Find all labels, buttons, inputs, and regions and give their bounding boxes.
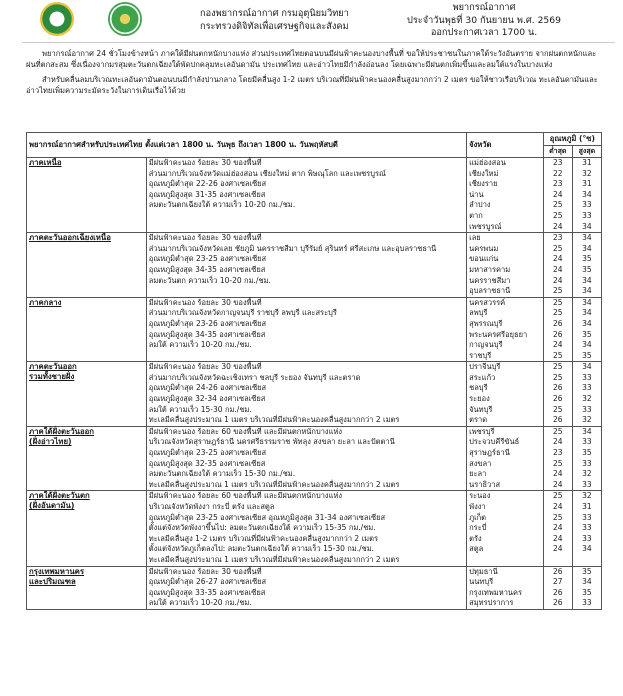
- region-row: [27, 297, 602, 362]
- min-temp: 24: [553, 221, 563, 231]
- forecast-line: อุณหภูมิสูงสุด 34-35 องศาเซลเซียส: [148, 264, 266, 274]
- province-name: อุบลราชธานี: [469, 286, 511, 296]
- max-temp: 34: [582, 297, 592, 307]
- forecast-line: อุณหภูมิสูงสุด 34-35 องศาเซลเซียส: [148, 329, 266, 339]
- min-temp: 26: [553, 318, 563, 328]
- min-temp-cell: [543, 426, 572, 491]
- min-temp: 24: [553, 523, 563, 533]
- forecast-line: มีฝนฟ้าคะนอง ร้อยละ 30 ของพื้นที่: [148, 362, 262, 372]
- province-name: ลำปาง: [469, 200, 491, 210]
- province-name: เพชรบุรี: [469, 426, 495, 436]
- min-temp: 25: [553, 243, 563, 253]
- min-temp: 24: [553, 437, 563, 447]
- max-temp-cell: [572, 491, 601, 566]
- max-temp-cell: [572, 158, 601, 233]
- region-name-cell: [27, 158, 147, 233]
- province-name: ตราด: [469, 415, 488, 425]
- min-temp: 24: [553, 340, 563, 350]
- forecast-line: อุณหภูมิสูงสุด 31-35 องศาเซลเซียส: [148, 189, 266, 199]
- province-name: พังงา: [469, 502, 486, 511]
- min-temp: 23: [553, 158, 563, 167]
- forecast-line: อุณหภูมิต่ำสุด 26-27 องศาเซลเซียส: [148, 577, 267, 587]
- max-temp: 33: [582, 200, 592, 210]
- max-temp: 34: [582, 577, 592, 587]
- province-name: สงขลา: [469, 458, 492, 468]
- min-temp-cell: [543, 566, 572, 609]
- min-temp-cell: [543, 158, 572, 233]
- max-temp: 32: [582, 469, 592, 479]
- min-temp: 24: [553, 264, 563, 274]
- min-temp: 24: [553, 469, 563, 479]
- issue-time: ออกประกาศเวลา 1700 น.: [430, 27, 538, 38]
- forecast-line: อุณหภูมิสูงสุด 32-35 องศาเซลเซียส: [148, 458, 266, 468]
- table-header-temperature: อุณหภูมิ (°ซ): [543, 133, 601, 146]
- max-temp: 31: [582, 179, 592, 189]
- region-name: ภาคเหนือ: [29, 158, 62, 167]
- province-cell: [467, 362, 544, 427]
- region-forecast-cell: [146, 233, 466, 298]
- forecast-line: อุณหภูมิต่ำสุด 23-26 องศาเซลเซียส: [148, 318, 267, 328]
- province-name: ราชบุรี: [469, 350, 492, 360]
- province-name: กระบี่: [469, 523, 487, 533]
- province-name: สุพรรณบุรี: [469, 318, 503, 328]
- table-header-forecast: พยากรณ์อากาศสำหรับประเทศไทย ตั้งแต่เวลา 1800 น. วันพุธ ถึงเวลา 1800 น. วันพฤหัสบดี: [27, 133, 467, 158]
- min-temp: 25: [553, 350, 563, 360]
- province-name: ตาก: [469, 210, 483, 220]
- province-name: สระแก้ว: [469, 372, 496, 382]
- region-row: [27, 426, 602, 491]
- province-name: ระยอง: [469, 394, 490, 404]
- min-temp: 25: [553, 200, 563, 210]
- region-forecast-cell: [146, 362, 466, 427]
- min-temp: 26: [553, 566, 563, 576]
- forecast-date: ประจำวันพุธที่ 30 กันยายน พ.ศ. 2569: [407, 14, 561, 26]
- min-temp: 24: [553, 189, 563, 199]
- forecast-line: ลมใต้ ความเร็ว 15-30 กม./ชม.: [148, 404, 252, 414]
- province-name: พระนครศรีอยุธยา: [469, 329, 528, 339]
- min-temp: 23: [553, 233, 563, 243]
- max-temp: 35: [582, 254, 592, 264]
- province-cell: [467, 158, 544, 233]
- forecast-title-block: [404, 2, 564, 40]
- max-temp: 34: [582, 340, 592, 350]
- province-name: กาญจนบุรี: [469, 340, 503, 350]
- province-cell: [467, 233, 544, 298]
- province-cell: [467, 297, 544, 362]
- min-temp: 25: [553, 404, 563, 414]
- forecast-line: ลมใต้ ความเร็ว 10-20 กม./ชม.: [148, 598, 252, 608]
- province-name: จันทบุรี: [469, 404, 493, 414]
- forecast-line: ทะเลมีคลื่นสูง 1-2 เมตร บริเวณที่มีฝนฟ้าคะนองคลื่นสูงมากกว่า 2 เมตร: [148, 533, 378, 543]
- max-temp: 33: [582, 533, 592, 543]
- max-temp: 32: [582, 394, 592, 404]
- forecast-line: ลมตะวันตกเฉียงใต้ ความเร็ว 15-30 กม./ชม.: [148, 469, 296, 479]
- province-name: ระนอง: [469, 491, 491, 501]
- forecast-line: บริเวณจังหวัดสุราษฎร์ธานี นครศรีธรรมราช พัทลุง สงขลา ยะลา และปัตตานี: [148, 437, 395, 447]
- min-temp: 26: [553, 329, 563, 339]
- min-temp: 25: [553, 210, 563, 220]
- region-row: [27, 491, 602, 566]
- forecast-line: อุณหภูมิต่ำสุด 24-26 องศาเซลเซียส: [148, 383, 267, 393]
- min-temp: 25: [553, 372, 563, 382]
- min-temp: 24: [553, 544, 563, 554]
- forecast-line: อุณหภูมิสูงสุด 33-35 องศาเซลเซียส: [148, 587, 266, 597]
- min-temp-cell: [543, 362, 572, 427]
- province-cell: [467, 426, 544, 491]
- forecast-line: มีฝนฟ้าคะนอง ร้อยละ 30 ของพื้นที่: [148, 566, 262, 576]
- region-name-cell: [27, 233, 147, 298]
- max-temp: 32: [582, 168, 592, 178]
- max-temp: 34: [582, 243, 592, 253]
- region-row: [27, 233, 602, 298]
- region-name-2: รวมทั้งชายฝั่ง: [29, 372, 75, 382]
- region-name-cell: [27, 491, 147, 566]
- province-name: ประจวบคีรีขันธ์: [469, 437, 520, 447]
- forecast-line: มีฝนฟ้าคะนอง ร้อยละ 60 ของพื้นที่ และมีฝนตกหนักบางแห่ง: [148, 491, 343, 501]
- region-name: ภาคกลาง: [29, 297, 62, 307]
- region-forecast-cell: [146, 491, 466, 566]
- document-header: [22, 0, 615, 43]
- region-row: [27, 362, 602, 427]
- forecast-line: ลมใต้ ความเร็ว 10-20 กม./ชม.: [148, 340, 252, 350]
- forecast-line: ตั้งแต่จังหวัดพังงาขึ้นไป: ลมตะวันตกเฉียงใต้ ความเร็ว 15-35 กม./ชม.: [148, 523, 376, 533]
- forecast-line: อุณหภูมิสูงสุด 32-34 องศาเซลเซียส: [148, 394, 266, 404]
- max-temp: 31: [582, 502, 592, 511]
- max-temp: 35: [582, 566, 592, 576]
- forecast-document: [22, 0, 615, 696]
- forecast-line: มีฝนฟ้าคะนอง ร้อยละ 60 ของพื้นที่ และมีฝนตกหนักบางแห่ง: [148, 426, 343, 436]
- max-temp: 33: [582, 479, 592, 489]
- max-temp: 34: [582, 233, 592, 243]
- forecast-line: ทะเลมีคลื่นสูงประมาณ 1 เมตร บริเวณที่มีฝนฟ้าคะนองคลื่นสูงมากกว่า 2 เมตร: [148, 554, 400, 564]
- forecast-line: อุณหภูมิต่ำสุด 23-25 องศาเซลเซียส: [148, 448, 267, 458]
- province-name: น่าน: [469, 189, 484, 199]
- min-temp-cell: [543, 233, 572, 298]
- max-temp: 35: [582, 264, 592, 274]
- province-name: เชียงใหม่: [469, 168, 499, 178]
- province-name: ตรัง: [469, 533, 482, 543]
- region-name-cell: [27, 297, 147, 362]
- forecast-line: ทะเลมีคลื่นสูงประมาณ 1 เมตร บริเวณที่มีฝนฟ้าคะนองคลื่นสูงมากกว่า 2 เมตร: [148, 415, 400, 425]
- tmd-logo: [40, 2, 74, 36]
- min-temp: 25: [553, 362, 563, 372]
- province-name: สมุทรปราการ: [469, 598, 514, 608]
- max-temp: 33: [582, 458, 592, 468]
- min-temp: 24: [553, 502, 563, 511]
- max-temp: 33: [582, 437, 592, 447]
- max-temp: 34: [582, 221, 592, 231]
- region-row: [27, 158, 602, 233]
- region-row: [27, 566, 602, 609]
- region-name-2: (ฝั่งอ่าวไทย): [29, 436, 72, 446]
- forecast-summary: [26, 48, 601, 99]
- forecast-line: ส่วนมากบริเวณจังหวัดเลย ชัยภูมิ นครราชสีมา บุรีรัมย์ สุรินทร์ ศรีสะเกษ และอุบลราชธานี: [148, 243, 437, 253]
- min-temp: 26: [553, 587, 563, 597]
- org-line-1: กองพยากรณ์อากาศ กรมอุตุนิยมวิทยา: [200, 8, 349, 19]
- province-name: นนทบุรี: [469, 577, 494, 587]
- min-temp: 24: [553, 254, 563, 264]
- min-temp: 23: [553, 179, 563, 189]
- province-name: ชลบุรี: [469, 383, 488, 393]
- table-header-province: จังหวัด: [467, 133, 544, 158]
- province-name: นครราชสีมา: [469, 275, 511, 285]
- forecast-line: อุณหภูมิต่ำสุด 23-25 องศาเซลเซียส อุณหภูมิสูงสุด 31-34 องศาเซลเซียส: [148, 512, 386, 522]
- max-temp: 34: [582, 318, 592, 328]
- max-temp: 33: [582, 598, 592, 608]
- max-temp: 34: [582, 544, 592, 554]
- min-temp: 25: [553, 491, 563, 501]
- max-temp: 35: [582, 350, 592, 360]
- region-name-cell: [27, 362, 147, 427]
- max-temp: 33: [582, 372, 592, 382]
- province-cell: [467, 491, 544, 566]
- min-temp-cell: [543, 297, 572, 362]
- max-temp: 35: [582, 329, 592, 339]
- region-name: กรุงเทพมหานคร: [29, 566, 85, 576]
- min-temp: 27: [553, 577, 563, 587]
- forecast-line: อุณหภูมิต่ำสุด 22-26 องศาเซลเซียส: [148, 179, 267, 189]
- max-temp: 33: [582, 404, 592, 414]
- max-temp-cell: [572, 362, 601, 427]
- max-temp: 33: [582, 523, 592, 533]
- table-header-min: ต่ำสุด: [543, 146, 572, 158]
- min-temp: 23: [553, 448, 563, 458]
- province-name: ภูเก็ต: [469, 512, 487, 522]
- min-temp: 25: [553, 286, 563, 296]
- province-name: ขอนแก่น: [469, 254, 499, 264]
- organization-name: [200, 7, 349, 33]
- forecast-line: ส่วนมากบริเวณจังหวัดแม่ฮ่องสอน เชียงใหม่ ตาก พิษณุโลก และเพชรบูรณ์: [148, 168, 386, 178]
- region-forecast-cell: [146, 297, 466, 362]
- region-name-2: (ฝั่งอันดามัน): [29, 501, 75, 511]
- province-name: ปทุมธานี: [469, 566, 498, 576]
- max-temp: 34: [582, 426, 592, 436]
- region-name: ภาคใต้ฝั่งตะวันออก: [29, 426, 95, 436]
- region-forecast-cell: [146, 566, 466, 609]
- min-temp: 25: [553, 297, 563, 307]
- region-forecast-cell: [146, 158, 466, 233]
- province-name: ลพบุรี: [469, 308, 488, 318]
- max-temp: 31: [582, 158, 592, 167]
- min-temp: 24: [553, 533, 563, 543]
- forecast-line: ตั้งแต่จังหวัดภูเก็ตลงไป: ลมตะวันตกเฉียงใต้ ความเร็ว 15-30 กม./ชม.: [148, 544, 375, 554]
- forecast-line: ส่วนมากบริเวณจังหวัดฉะเชิงเทรา ชลบุรี ระยอง จันทบุรี และตราด: [148, 372, 361, 382]
- max-temp: 34: [582, 275, 592, 285]
- forecast-line: บริเวณจังหวัดพังงา กระบี่ ตรัง และสตูล: [148, 502, 275, 511]
- max-temp: 34: [582, 362, 592, 372]
- max-temp: 34: [582, 308, 592, 318]
- min-temp: 24: [553, 275, 563, 285]
- forecast-line: มีฝนฟ้าคะนอง ร้อยละ 30 ของพื้นที่: [148, 158, 262, 167]
- province-name: กรุงเทพมหานคร: [469, 587, 523, 597]
- province-name: มหาสารคาม: [469, 264, 511, 274]
- forecast-line: ลมตะวันตกเฉียงใต้ ความเร็ว 10-20 กม./ชม.: [148, 200, 296, 210]
- region-name: ภาคตะวันออก: [29, 362, 77, 372]
- province-cell: [467, 566, 544, 609]
- province-name: ยะลา: [469, 469, 487, 479]
- max-temp: 35: [582, 587, 592, 597]
- max-temp-cell: [572, 233, 601, 298]
- forecast-line: ทะเลมีคลื่นสูงประมาณ 1 เมตร บริเวณที่มีฝนฟ้าคะนองคลื่นสูงมากกว่า 2 เมตร: [148, 479, 400, 489]
- max-temp: 33: [582, 210, 592, 220]
- max-temp: 35: [582, 448, 592, 458]
- org-line-2: กระทรวงดิจิทัลเพื่อเศรษฐกิจและสังคม: [200, 21, 349, 32]
- forecast-title: พยากรณ์อากาศ: [452, 2, 516, 13]
- province-name: ปราจีนบุรี: [469, 362, 501, 372]
- max-temp: 34: [582, 286, 592, 296]
- region-forecast-cell: [146, 426, 466, 491]
- max-temp: 32: [582, 491, 592, 501]
- province-name: เลย: [469, 233, 481, 243]
- min-temp: 25: [553, 308, 563, 318]
- min-temp: 26: [553, 598, 563, 608]
- province-name: เพชรบูรณ์: [469, 221, 502, 231]
- min-temp: 26: [553, 394, 563, 404]
- max-temp-cell: [572, 566, 601, 609]
- province-name: นครสวรรค์: [469, 297, 506, 307]
- summary-paragraph-2: สำหรับคลื่นลมบริเวณทะเลอันดามันตอนบนมีกำลังปานกลาง โดยมีคลื่นสูง 1-2 เมตร บริเวณที่มีฝนฟ้าคะนองคลื่นสูงมากกว่า 2 เมตร ขอให้ชาวเรือบริเวณ ทะเลอันดามันและอ่าวไทยเพิ่มความระมัดระวังในการเดินเรือไว้ด้วย: [26, 74, 598, 95]
- province-name: สุราษฎร์ธานี: [469, 448, 510, 458]
- min-temp: 25: [553, 458, 563, 468]
- province-name: เชียงราย: [469, 179, 498, 189]
- province-name: นครพนม: [469, 243, 499, 253]
- max-temp: 33: [582, 383, 592, 393]
- min-temp: 25: [553, 512, 563, 522]
- max-temp: 32: [582, 415, 592, 425]
- min-temp: 24: [553, 479, 563, 489]
- forecast-line: มีฝนฟ้าคะนอง ร้อยละ 30 ของพื้นที่: [148, 233, 262, 243]
- min-temp: 26: [553, 383, 563, 393]
- max-temp-cell: [572, 426, 601, 491]
- province-name: สตูล: [469, 544, 484, 554]
- province-name: แม่ฮ่องสอน: [469, 158, 506, 167]
- region-name-cell: [27, 566, 147, 609]
- region-name: ภาคตะวันออกเฉียงเหนือ: [29, 233, 111, 243]
- min-temp: 22: [553, 168, 563, 178]
- forecast-line: อุณหภูมิต่ำสุด 23-25 องศาเซลเซียส: [148, 254, 267, 264]
- max-temp-cell: [572, 297, 601, 362]
- max-temp: 33: [582, 512, 592, 522]
- table-header-max: สูงสุด: [572, 146, 601, 158]
- region-name: ภาคใต้ฝั่งตะวันตก: [29, 491, 90, 501]
- summary-paragraph-1: พยากรณ์อากาศ 24 ชั่วโมงข้างหน้า ภาคใต้มีฝนตกหนักบางแห่ง ส่วนประเทศไทยตอนบนมีฝนฟ้าคะนองบางพื้นที่ ขอให้ประชาชนในภาคใต้ระวังอันตราย จากฝนตกหนักและฝนที่ตกสะสม ซึ่งเนื่องจากมรสุมตะวันตกเฉียงใต้พัดปกคลุมทะเลอันดามัน ประเทศไทย และอ่าวไทยมีกำลังอ่อนลง โดยเฉพาะมีฝนตกเพิ่มขึ้นและลมใต้แรงในบางแห่ง: [26, 49, 597, 70]
- ministry-logo: [108, 2, 142, 36]
- max-temp: 34: [582, 189, 592, 199]
- min-temp: 25: [553, 426, 563, 436]
- region-name-2: และปริมณฑล: [29, 576, 76, 586]
- min-temp: 26: [553, 415, 563, 425]
- regional-forecast-table: [26, 132, 602, 610]
- province-name: นราธิวาส: [469, 479, 501, 489]
- region-name-cell: [27, 426, 147, 491]
- forecast-line: ลมตะวันตก ความเร็ว 10-20 กม./ชม.: [148, 275, 271, 285]
- min-temp-cell: [543, 491, 572, 566]
- forecast-line: ส่วนมากบริเวณจังหวัดกาญจนบุรี ราชบุรี ลพบุรี และสระบุรี: [148, 308, 337, 318]
- forecast-line: มีฝนฟ้าคะนอง ร้อยละ 30 ของพื้นที่: [148, 297, 262, 307]
